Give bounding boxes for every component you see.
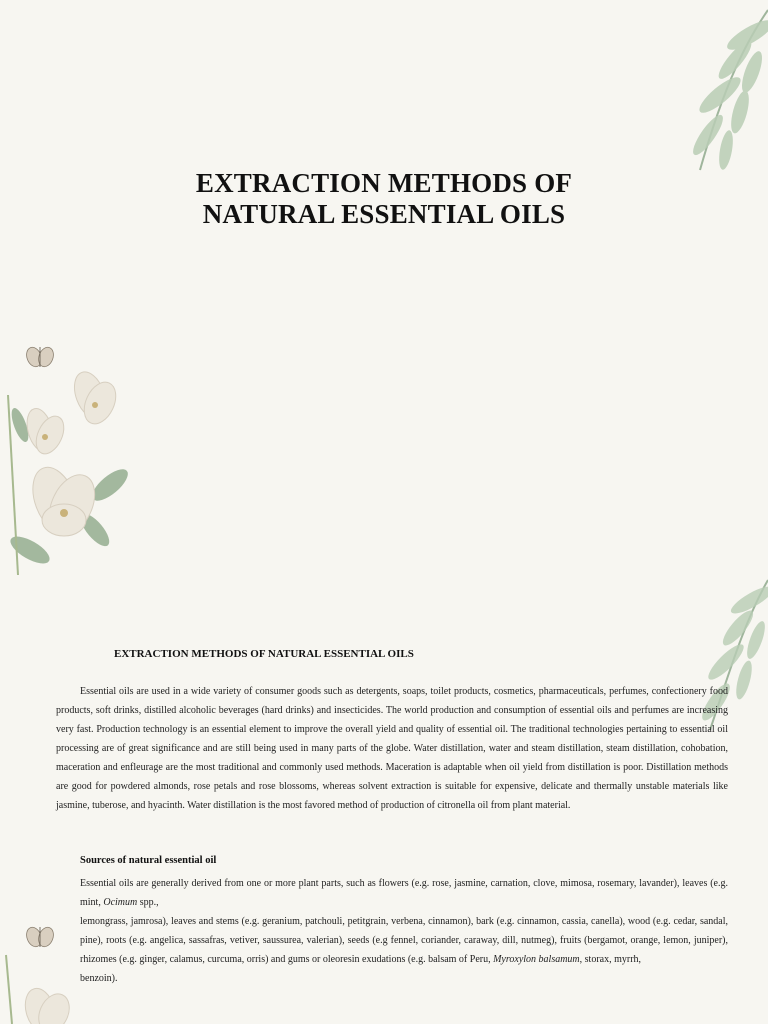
sources-line-1: Essential oils are generally derived from one or more plant parts, such as flowers (e.g. rose, jasmine, carnation, clove, mimosa, rosemary, lavander), leaves (e.g. mint, Ocimum spp., bbox=[80, 878, 728, 908]
sources-paragraph bbox=[56, 874, 728, 988]
cover-title-line-1: EXTRACTION METHODS OF bbox=[195, 168, 573, 198]
section-heading: EXTRACTION METHODS OF NATURAL ESSENTIAL OILS bbox=[114, 648, 414, 660]
cover-title-line-2: NATURAL ESSENTIAL OILS bbox=[202, 199, 566, 229]
cover-title bbox=[0, 168, 768, 230]
sources-line-2: lemongrass, jamrosa), leaves and stems (e.g. geranium, patchouli, petitgrain, verbena, cinnamon), bark (e.g. cinnamon, cassia, canella), wood (e.g. cedar, sandal, pine), roots (e.g. angelica, sassafras, vetiver, saussurea, valerian), seeds (e.g fennel, coriander, caraway, dill, nutmeg), fruits (bergamot, orange, lemon, juniper), rhizomes (e.g. ginger, calamus, curcuma, orris) and gums or oleoresin exudations (e.g. balsam of Peru, Myroxylon balsamum, storax, myrrh, bbox=[80, 916, 728, 965]
intro-paragraph: Essential oils are used in a wide variety of consumer goods such as detergents, soaps, toilet products, cosmetics, pharmaceuticals, perfumes, confectionery food products, soft drinks, distilled alcoholic beverages (hard drinks) and insecticides. The world production and consumption of essential oils and perfumes are increasing very fast. Production technology is an essential element to improve the overall yield and quality of essential oil. The traditional technologies pertaining to essential oil processing are of great significance and are still being used in many parts of the globe. Water distillation, water and steam distillation, steam distillation, cohobation, maceration and enfleurage are the most traditional and commonly used methods. Maceration is adaptable when oil yield from distillation is poor. Distillation methods are good for powdered almonds, rose petals and rose blossoms, whereas solvent extraction is suitable for expensive, delicate and thermally unstable materials like jasmine, tuberose, and hyacinth. Water distillation is the most favored method of production of citronella oil from plant material. bbox=[56, 686, 728, 811]
sources-line-3: benzoin). bbox=[80, 973, 118, 984]
sources-heading: Sources of natural essential oil bbox=[80, 855, 217, 866]
magnolia-flowers-left-icon bbox=[0, 335, 140, 580]
